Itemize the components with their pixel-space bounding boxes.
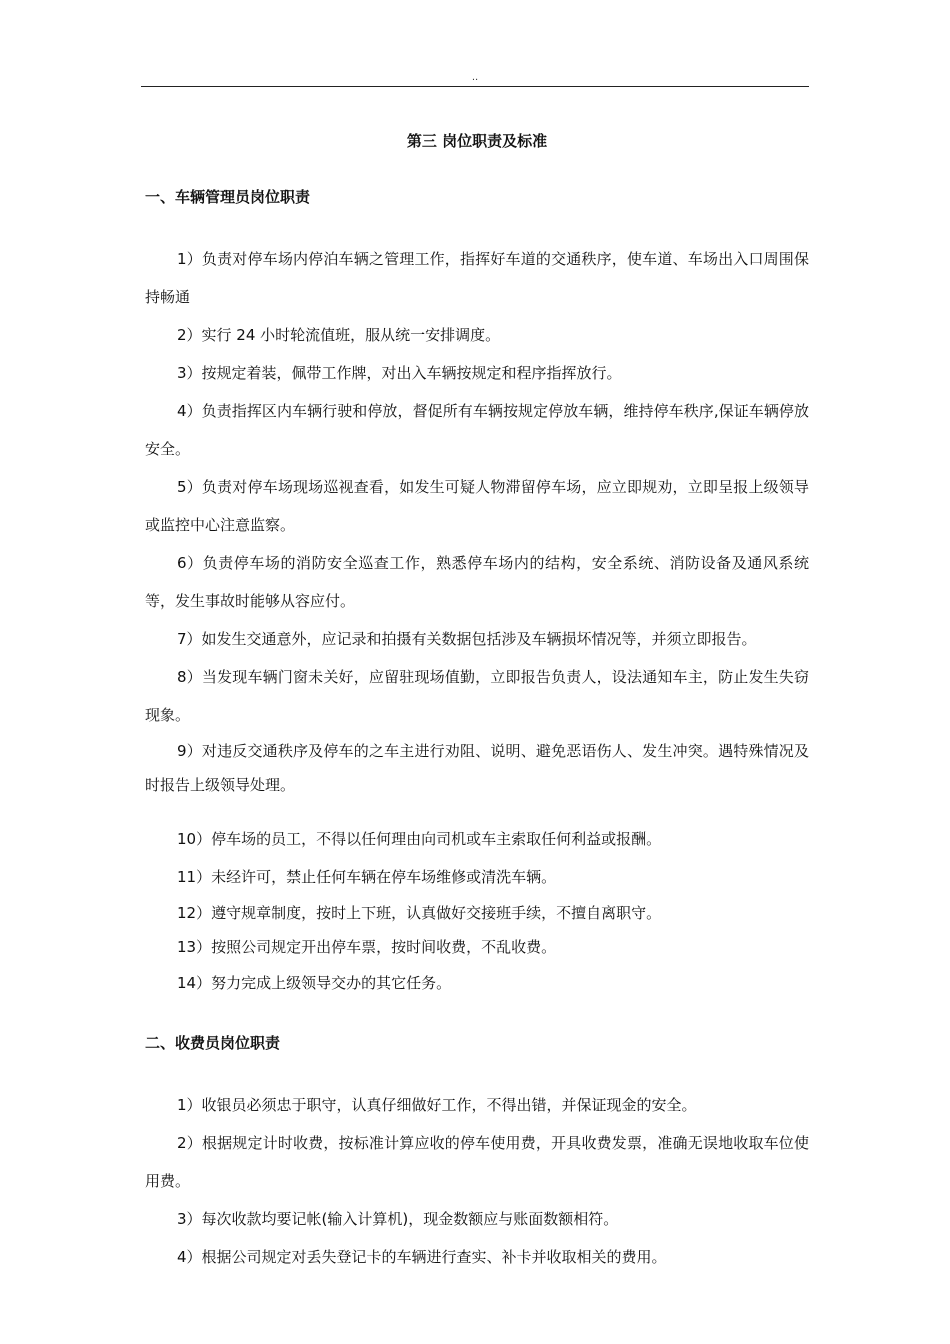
list-item: 3）按规定着装，佩带工作牌，对出入车辆按规定和程序指挥放行。	[177, 364, 622, 382]
list-item: 9）对违反交通秩序及停车的之车主进行劝阻、说明、避免恶语伤人、发生冲突。遇特殊情况及时报告上级领导处理。	[145, 742, 809, 794]
header-rule	[141, 86, 809, 87]
document-body	[145, 128, 809, 1276]
list-item: 13）按照公司规定开出停车票，按时间收费，不乱收费。	[177, 938, 557, 956]
list-item: 10）停车场的员工，不得以任何理由向司机或车主索取任何利益或报酬。	[177, 830, 662, 848]
section-heading: 二、收费员岗位职责	[145, 1034, 281, 1052]
section-heading: 一、车辆管理员岗位职责	[145, 188, 311, 206]
list-item: 5）负责对停车场现场巡视查看，如发生可疑人物滞留停车场，应立即规劝，立即呈报上级领导或监控中心注意监察。	[145, 478, 809, 534]
header-mark: ..	[471, 72, 479, 83]
list-item: 4）负责指挥区内车辆行驶和停放，督促所有车辆按规定停放车辆，维持停车秩序,保证车辆停放安全。	[145, 402, 809, 458]
list-item: 2）实行 24 小时轮流值班，服从统一安排调度。	[177, 326, 501, 344]
list-item: 12）遵守规章制度，按时上下班，认真做好交接班手续，不擅自离职守。	[177, 904, 662, 922]
list-item: 2）根据规定计时收费，按标准计算应收的停车使用费，开具收费发票，准确无误地收取车位使用费。	[145, 1134, 809, 1190]
list-item: 1）收银员必须忠于职守，认真仔细做好工作，不得出错，并保证现金的安全。	[177, 1096, 697, 1114]
list-item: 1）负责对停车场内停泊车辆之管理工作，指挥好车道的交通秩序，使车道、车场出入口周围保持畅通	[145, 250, 809, 306]
list-item: 11）未经许可，禁止任何车辆在停车场维修或清洗车辆。	[177, 868, 557, 886]
list-item: 3）每次收款均要记帐(输入计算机)，现金数额应与账面数额相符。	[177, 1210, 619, 1228]
list-item: 14）努力完成上级领导交办的其它任务。	[177, 974, 452, 992]
document-title: 第三 岗位职责及标准	[406, 132, 548, 150]
list-item: 4）根据公司规定对丢失登记卡的车辆进行查实、补卡并收取相关的费用。	[177, 1248, 667, 1266]
list-item: 6）负责停车场的消防安全巡查工作，熟悉停车场内的结构，安全系统、消防设备及通风系统等，发生事故时能够从容应付。	[145, 554, 809, 610]
list-item: 8）当发现车辆门窗未关好，应留驻现场值勤，立即报告负责人，设法通知车主，防止发生失窃现象。	[145, 668, 809, 724]
list-item: 7）如发生交通意外，应记录和拍摄有关数据包括涉及车辆损坏情况等，并须立即报告。	[177, 630, 757, 648]
